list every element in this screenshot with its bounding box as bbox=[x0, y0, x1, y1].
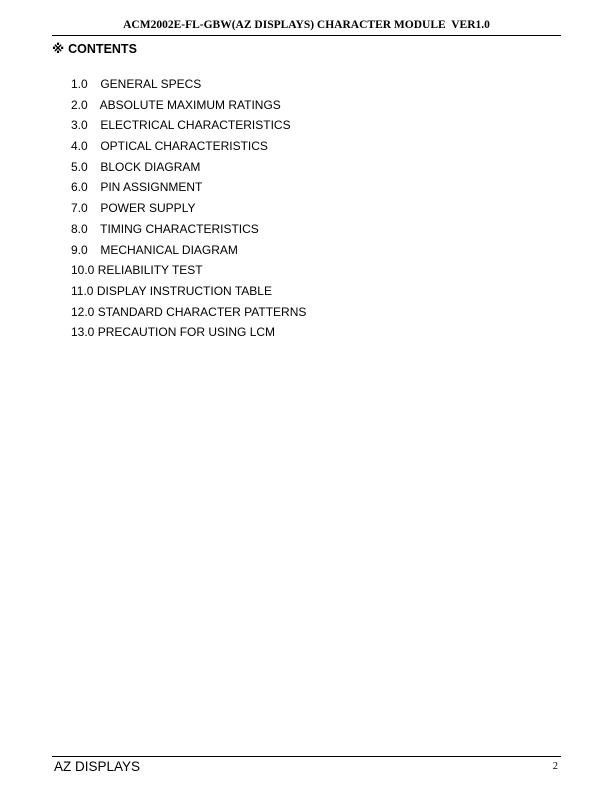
toc-item-label: TIMING CHARACTERISTICS bbox=[100, 221, 259, 236]
reference-mark-icon: ※ bbox=[52, 42, 65, 56]
toc-item-label: DISPLAY INSTRUCTION TABLE bbox=[96, 283, 272, 298]
toc-item bbox=[71, 199, 306, 220]
footer-company-name: AZ DISPLAYS bbox=[54, 759, 141, 774]
toc-item bbox=[71, 323, 306, 344]
page-number: 2 bbox=[552, 761, 558, 772]
toc-item bbox=[71, 137, 306, 158]
toc-item bbox=[71, 158, 306, 179]
toc-item-number: 7.0 bbox=[71, 201, 88, 216]
page-header bbox=[52, 17, 561, 36]
toc-item bbox=[71, 220, 306, 241]
toc-item-number: 9.0 bbox=[71, 242, 88, 257]
toc-item-number: 10.0 bbox=[71, 263, 95, 278]
toc-item-label: GENERAL SPECS bbox=[100, 77, 202, 91]
toc-item-label: PRECAUTION FOR USING LCM bbox=[97, 325, 276, 340]
toc-item-label: RELIABILITY TEST bbox=[97, 263, 203, 278]
toc-item-number: 2.0 bbox=[71, 97, 88, 112]
toc-item bbox=[71, 282, 306, 303]
contents-heading bbox=[52, 41, 137, 57]
table-of-contents bbox=[71, 75, 306, 344]
toc-item-label: STANDARD CHARACTER PATTERNS bbox=[97, 304, 307, 319]
toc-item bbox=[71, 96, 306, 117]
toc-item-label: BLOCK DIAGRAM bbox=[100, 159, 201, 174]
toc-item bbox=[71, 261, 306, 282]
toc-item-label: ABSOLUTE MAXIMUM RATINGS bbox=[99, 97, 281, 112]
toc-item-number: 12.0 bbox=[71, 304, 95, 319]
toc-item-number: 11.0 bbox=[71, 283, 94, 298]
toc-item-number: 6.0 bbox=[71, 180, 88, 195]
toc-item bbox=[71, 303, 306, 324]
contents-title: CONTENTS bbox=[68, 42, 137, 56]
toc-item-number: 8.0 bbox=[71, 221, 88, 236]
toc-item-label: MECHANICAL DIAGRAM bbox=[100, 242, 238, 257]
toc-item-label: POWER SUPPLY bbox=[100, 201, 196, 216]
toc-item bbox=[71, 75, 306, 96]
toc-item-number: 3.0 bbox=[71, 118, 88, 133]
toc-item-number: 4.0 bbox=[71, 139, 88, 154]
document-title: ACM2002E-FL-GBW(AZ DISPLAYS) CHARACTER MODULE VER1.0 bbox=[123, 19, 490, 31]
toc-item-label: OPTICAL CHARACTERISTICS bbox=[100, 139, 268, 154]
toc-item-number: 5.0 bbox=[71, 159, 88, 174]
toc-item-number: 13.0 bbox=[71, 325, 95, 340]
toc-item bbox=[71, 241, 306, 262]
toc-item bbox=[71, 178, 306, 199]
toc-item bbox=[71, 116, 306, 137]
toc-item-label: ELECTRICAL CHARACTERISTICS bbox=[100, 118, 291, 133]
page-footer bbox=[52, 756, 561, 777]
toc-item-label: PIN ASSIGNMENT bbox=[100, 180, 203, 195]
toc-item-number: 1.0 bbox=[71, 77, 88, 91]
